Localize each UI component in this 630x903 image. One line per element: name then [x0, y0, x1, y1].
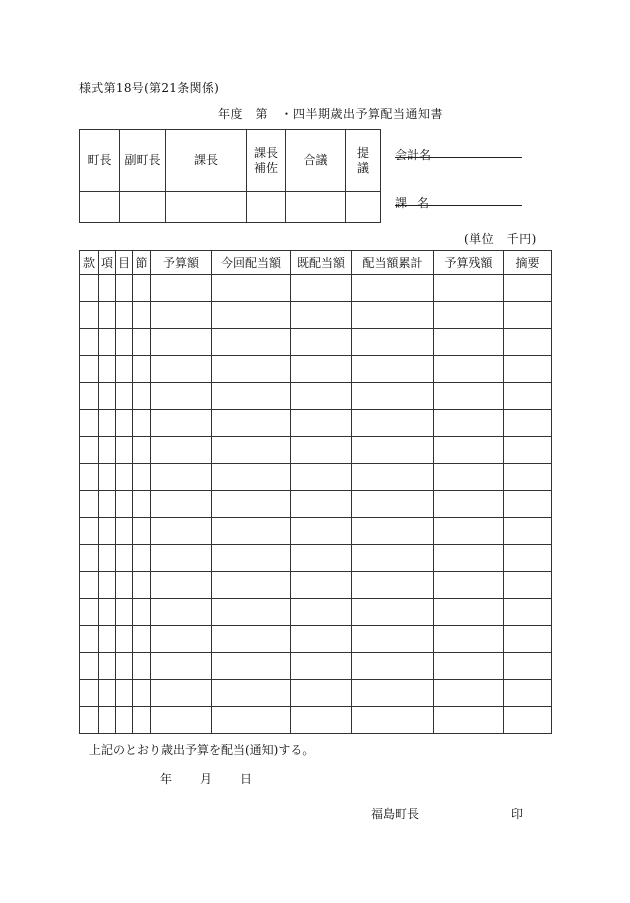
table-row	[80, 599, 552, 626]
table-cell[interactable]	[99, 491, 116, 518]
table-cell[interactable]	[133, 518, 151, 545]
table-cell[interactable]	[80, 437, 99, 464]
table-cell[interactable]	[151, 518, 212, 545]
date-month: 月	[200, 772, 213, 786]
column-header-current-allocation: 今回配当額	[212, 251, 291, 275]
table-cell[interactable]	[352, 383, 434, 410]
column-header-budget-remaining: 予算残額	[434, 251, 504, 275]
date-year: 年	[160, 772, 173, 786]
table-cell[interactable]	[151, 599, 212, 626]
table-cell[interactable]	[80, 653, 99, 680]
table-cell[interactable]	[434, 653, 504, 680]
table-cell[interactable]	[352, 653, 434, 680]
approval-header-deputy-mayor: 副町長	[120, 130, 166, 192]
table-cell[interactable]	[80, 302, 99, 329]
table-cell[interactable]	[116, 545, 133, 572]
table-cell[interactable]	[434, 491, 504, 518]
table-cell[interactable]	[151, 707, 212, 734]
table-cell[interactable]	[99, 680, 116, 707]
budget-table	[79, 250, 552, 734]
approval-stamp-cell[interactable]	[120, 192, 166, 223]
table-cell[interactable]	[99, 572, 116, 599]
table-cell[interactable]	[133, 599, 151, 626]
table-row	[80, 572, 552, 599]
approval-table	[79, 129, 381, 223]
table-cell[interactable]	[151, 545, 212, 572]
table-cell[interactable]	[504, 437, 552, 464]
table-cell[interactable]	[212, 545, 291, 572]
table-cell[interactable]	[352, 599, 434, 626]
table-cell[interactable]	[80, 275, 99, 302]
table-cell[interactable]	[133, 329, 151, 356]
table-cell[interactable]	[151, 464, 212, 491]
table-cell[interactable]	[80, 491, 99, 518]
table-cell[interactable]	[133, 680, 151, 707]
table-cell[interactable]	[352, 275, 434, 302]
table-cell[interactable]	[116, 275, 133, 302]
table-cell[interactable]	[352, 680, 434, 707]
date-line	[160, 770, 252, 787]
table-cell[interactable]	[504, 518, 552, 545]
table-cell[interactable]	[133, 437, 151, 464]
table-cell[interactable]	[434, 383, 504, 410]
table-cell[interactable]	[80, 572, 99, 599]
table-cell[interactable]	[151, 437, 212, 464]
approval-header-section-chief: 課長	[166, 130, 247, 192]
table-cell[interactable]	[352, 464, 434, 491]
table-cell[interactable]	[504, 626, 552, 653]
table-cell[interactable]	[133, 410, 151, 437]
table-cell[interactable]	[504, 707, 552, 734]
table-cell[interactable]	[352, 302, 434, 329]
table-cell[interactable]	[504, 410, 552, 437]
table-cell[interactable]	[504, 491, 552, 518]
table-cell[interactable]	[352, 437, 434, 464]
table-cell[interactable]	[291, 491, 352, 518]
table-cell[interactable]	[434, 410, 504, 437]
table-cell[interactable]	[434, 437, 504, 464]
table-cell[interactable]	[434, 329, 504, 356]
table-cell[interactable]	[291, 356, 352, 383]
table-cell[interactable]	[80, 707, 99, 734]
approval-stamp-cell[interactable]	[247, 192, 286, 223]
table-cell[interactable]	[212, 518, 291, 545]
table-cell[interactable]	[504, 383, 552, 410]
table-cell[interactable]	[80, 626, 99, 653]
table-cell[interactable]	[434, 680, 504, 707]
seal-mark: 印	[511, 807, 524, 821]
table-cell[interactable]	[504, 680, 552, 707]
section-name-label: 課名	[395, 196, 440, 210]
table-cell[interactable]	[212, 275, 291, 302]
table-cell[interactable]	[151, 626, 212, 653]
table-cell[interactable]	[99, 302, 116, 329]
table-cell[interactable]	[133, 626, 151, 653]
table-cell[interactable]	[99, 383, 116, 410]
table-row	[80, 275, 552, 302]
table-cell[interactable]	[99, 545, 116, 572]
table-cell[interactable]	[133, 302, 151, 329]
table-row	[80, 383, 552, 410]
table-cell[interactable]	[212, 653, 291, 680]
table-cell[interactable]	[99, 599, 116, 626]
approval-stamp-cell[interactable]	[166, 192, 247, 223]
column-header-remarks: 摘要	[504, 251, 552, 275]
table-cell[interactable]	[99, 464, 116, 491]
table-cell[interactable]	[80, 599, 99, 626]
table-cell[interactable]	[151, 329, 212, 356]
table-cell[interactable]	[116, 680, 133, 707]
table-row	[80, 707, 552, 734]
approval-header-consultation: 合議	[286, 130, 346, 192]
table-cell[interactable]	[352, 491, 434, 518]
table-cell[interactable]	[99, 356, 116, 383]
column-header-kou: 項	[99, 251, 116, 275]
table-cell[interactable]	[212, 329, 291, 356]
table-cell[interactable]	[133, 275, 151, 302]
table-cell[interactable]	[116, 464, 133, 491]
table-cell[interactable]	[133, 383, 151, 410]
table-row	[80, 464, 552, 491]
table-cell[interactable]	[116, 329, 133, 356]
table-cell[interactable]	[291, 599, 352, 626]
table-cell[interactable]	[434, 545, 504, 572]
table-cell[interactable]	[291, 437, 352, 464]
table-cell[interactable]	[80, 410, 99, 437]
table-cell[interactable]	[116, 653, 133, 680]
table-cell[interactable]	[352, 518, 434, 545]
account-name-label: 会計名	[395, 148, 432, 162]
table-cell[interactable]	[212, 599, 291, 626]
table-cell[interactable]	[151, 383, 212, 410]
account-name-line[interactable]	[395, 157, 522, 158]
table-row	[80, 437, 552, 464]
table-cell[interactable]	[151, 680, 212, 707]
section-name-line[interactable]	[395, 205, 522, 206]
column-header-prior-allocation: 既配当額	[291, 251, 352, 275]
table-cell[interactable]	[133, 464, 151, 491]
table-cell[interactable]	[99, 437, 116, 464]
table-cell[interactable]	[291, 275, 352, 302]
table-cell[interactable]	[291, 464, 352, 491]
table-cell[interactable]	[151, 491, 212, 518]
table-cell[interactable]	[352, 626, 434, 653]
approval-stamp-cell[interactable]	[286, 192, 346, 223]
table-cell[interactable]	[291, 572, 352, 599]
table-cell[interactable]	[116, 707, 133, 734]
table-cell[interactable]	[504, 302, 552, 329]
table-cell[interactable]	[434, 356, 504, 383]
table-cell[interactable]	[116, 410, 133, 437]
table-row	[80, 545, 552, 572]
table-cell[interactable]	[116, 437, 133, 464]
table-cell[interactable]	[352, 329, 434, 356]
table-cell[interactable]	[133, 653, 151, 680]
table-cell[interactable]	[212, 707, 291, 734]
table-cell[interactable]	[80, 383, 99, 410]
approval-header-proposal: 提 議	[346, 130, 381, 192]
table-cell[interactable]	[80, 464, 99, 491]
table-cell[interactable]	[80, 545, 99, 572]
table-row	[80, 329, 552, 356]
table-cell[interactable]	[212, 383, 291, 410]
table-cell[interactable]	[434, 302, 504, 329]
table-cell[interactable]	[434, 626, 504, 653]
table-cell[interactable]	[434, 464, 504, 491]
table-cell[interactable]	[434, 572, 504, 599]
table-cell[interactable]	[291, 302, 352, 329]
table-cell[interactable]	[352, 572, 434, 599]
table-cell[interactable]	[99, 329, 116, 356]
column-header-setsu: 節	[133, 251, 151, 275]
table-row	[80, 356, 552, 383]
table-cell[interactable]	[434, 275, 504, 302]
table-cell[interactable]	[116, 383, 133, 410]
table-cell[interactable]	[212, 410, 291, 437]
table-cell[interactable]	[291, 680, 352, 707]
table-cell[interactable]	[291, 518, 352, 545]
budget-table-body	[80, 275, 552, 734]
table-cell[interactable]	[434, 599, 504, 626]
table-cell[interactable]	[99, 707, 116, 734]
table-row	[80, 518, 552, 545]
table-cell[interactable]	[151, 653, 212, 680]
unit-note: (単位 千円)	[464, 232, 537, 246]
table-cell[interactable]	[151, 356, 212, 383]
table-cell[interactable]	[212, 572, 291, 599]
table-cell[interactable]	[133, 356, 151, 383]
table-cell[interactable]	[99, 626, 116, 653]
table-cell[interactable]	[352, 410, 434, 437]
table-cell[interactable]	[151, 410, 212, 437]
table-cell[interactable]	[504, 599, 552, 626]
table-cell[interactable]	[116, 572, 133, 599]
table-cell[interactable]	[291, 626, 352, 653]
mayor-title: 福島町長	[371, 807, 420, 821]
table-cell[interactable]	[116, 356, 133, 383]
table-row	[80, 626, 552, 653]
table-cell[interactable]	[212, 464, 291, 491]
table-cell[interactable]	[291, 410, 352, 437]
table-row	[80, 302, 552, 329]
table-cell[interactable]	[434, 518, 504, 545]
approval-header-mayor: 町長	[80, 130, 120, 192]
table-cell[interactable]	[504, 329, 552, 356]
table-cell[interactable]	[504, 275, 552, 302]
form-number: 様式第18号(第21条関係)	[79, 81, 220, 95]
table-cell[interactable]	[99, 410, 116, 437]
table-cell[interactable]	[352, 707, 434, 734]
table-cell[interactable]	[116, 599, 133, 626]
table-cell[interactable]	[212, 302, 291, 329]
table-cell[interactable]	[99, 275, 116, 302]
table-cell[interactable]	[212, 491, 291, 518]
approval-stamp-cell[interactable]	[80, 192, 120, 223]
table-cell[interactable]	[352, 545, 434, 572]
table-cell[interactable]	[80, 329, 99, 356]
table-cell[interactable]	[133, 545, 151, 572]
table-cell[interactable]	[133, 491, 151, 518]
table-cell[interactable]	[291, 653, 352, 680]
table-cell[interactable]	[291, 383, 352, 410]
table-cell[interactable]	[151, 302, 212, 329]
table-cell[interactable]	[99, 518, 116, 545]
table-cell[interactable]	[212, 626, 291, 653]
table-cell[interactable]	[434, 707, 504, 734]
table-cell[interactable]	[151, 275, 212, 302]
table-cell[interactable]	[504, 464, 552, 491]
table-cell[interactable]	[291, 707, 352, 734]
table-row	[80, 680, 552, 707]
column-header-allocation-total: 配当額累計	[352, 251, 434, 275]
document-title: 年度 第 ・四半期歳出予算配当通知書	[218, 107, 444, 121]
table-cell[interactable]	[80, 680, 99, 707]
column-header-moku: 目	[116, 251, 133, 275]
table-cell[interactable]	[212, 437, 291, 464]
allocation-statement: 上記のとおり歳出予算を配当(通知)する。	[89, 743, 315, 757]
date-day: 日	[240, 772, 253, 786]
column-header-budget-amount: 予算額	[151, 251, 212, 275]
table-cell[interactable]	[133, 707, 151, 734]
approval-header-assistant-chief: 課長 補佐	[247, 130, 286, 192]
column-header-kan: 款	[80, 251, 99, 275]
table-row	[80, 410, 552, 437]
table-cell[interactable]	[133, 572, 151, 599]
table-cell[interactable]	[116, 518, 133, 545]
table-cell[interactable]	[116, 491, 133, 518]
table-cell[interactable]	[504, 545, 552, 572]
table-cell[interactable]	[352, 356, 434, 383]
table-cell[interactable]	[504, 653, 552, 680]
table-cell[interactable]	[212, 356, 291, 383]
table-cell[interactable]	[504, 356, 552, 383]
approval-stamp-cell[interactable]	[346, 192, 381, 223]
table-cell[interactable]	[291, 329, 352, 356]
table-cell[interactable]	[504, 572, 552, 599]
table-cell[interactable]	[80, 518, 99, 545]
table-row	[80, 653, 552, 680]
table-cell[interactable]	[151, 572, 212, 599]
table-cell[interactable]	[291, 545, 352, 572]
table-cell[interactable]	[116, 626, 133, 653]
table-row	[80, 491, 552, 518]
table-cell[interactable]	[212, 680, 291, 707]
table-cell[interactable]	[80, 356, 99, 383]
table-cell[interactable]	[116, 302, 133, 329]
table-cell[interactable]	[99, 653, 116, 680]
